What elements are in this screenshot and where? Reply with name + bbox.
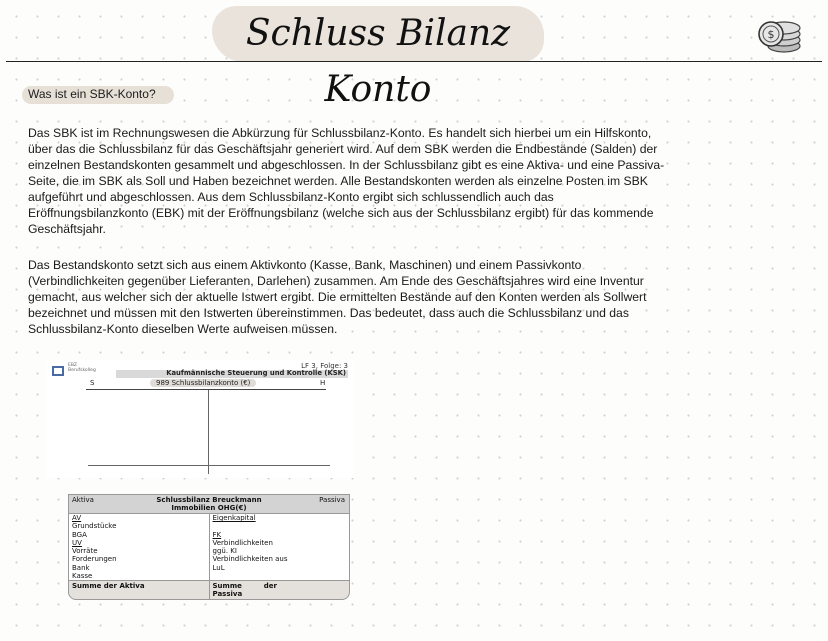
list-item: BGA [72,530,87,539]
aktiva-label: Aktiva [72,496,94,504]
soll-label: S [90,379,95,387]
balance-title-line1: Schlussbilanz Breuckmann [156,496,262,504]
list-item [213,572,347,580]
list-item: ggü. KI [212,547,237,556]
balance-sheet-table [68,494,350,600]
sum-aktiva: Summe der Aktiva [72,582,145,591]
coin-stack-icon [754,10,804,56]
logo-line1: EBZ [68,363,78,368]
course-label: Kaufmännische Steuerung und Kontrolle (KSK) [166,369,346,377]
list-item: Verbindlichkeiten [212,538,273,547]
list-item: Bank [72,563,90,572]
list-item: AV [72,514,82,522]
list-item: Grundstücke [72,522,117,531]
balance-sheet-footer [68,580,350,600]
page-title: Schluss Bilanz Konto [245,13,511,110]
t-account-figure [46,360,354,478]
logo-line2: Berufskolleg [68,368,96,373]
account-title: 989 Schlussbilanzkonto (€) [150,379,256,387]
question-heading [22,84,156,104]
list-item: Verbindlichkeiten aus [212,555,288,564]
balance-title-line2: Immobilien OHG(€) [171,504,247,512]
balance-sheet-header [68,494,350,514]
balance-sheet-body [68,514,350,580]
balance-sheet-title [129,496,289,512]
paragraph-bestandskonto: Das Bestandskonto setzt sich aus einem Aktivkonto (Kasse, Bank, Maschinen) und einem Passivkonto (Verbindlichkeiten gegenüber Lieferanten, Darlehen) zusammen. Am Ende des Geschäftsjahres wird eine Inventur gemacht, aus welcher sich der aktuelle Istwert ergibt. Die ermittelten Bestände auf den Konten werden als Sollwert bezeichnet und müssen mit den Istwerten übereinstimmen. Das bedeutet, dass auch die Schlussbilanz und das Schlussbilanz-Konto dieselben Werte aufweisen müssen. [28,258,647,336]
haben-label: H [320,379,326,387]
paragraph-definition: Das SBK ist im Rechnungswesen die Abkürzung für Schlussbilanz-Konto. Es handelt sich hierbei um ein Hilfskonto, über das die Schlussbilanz für das Geschäftsjahr generiert wird. Auf dem SBK werden die Endbestände (Salden) der einzelnen Bestandskonten gesammelt und abgeschlossen. In der Schlussbilanz gibt es eine Aktiva- und eine Passiva-Seite, die im SBK als Soll und Haben bezeichnet werden. Alle Bestandskonten werden als einzelne Posten im SBK aufgeführt und abgeschlossen. Aus dem Schlussbilanz-Konto ergibt sich schlussendlich auch das Eröffnungsbilanzkonto (EBK) mit der Eröffnungsbilanz (welche sich aus der Schlussbilanz ergibt) für das kommende Geschäftsjahr. [28,126,665,236]
list-item: UV [72,538,82,547]
svg-text:$: $ [767,28,775,41]
list-item: Eigenkapital [212,514,256,522]
list-item: Kasse [72,572,93,581]
sum-passiva-line1: Summe der [212,582,278,591]
sum-passiva [209,581,350,599]
passiva-column [209,514,350,580]
list-item [213,522,347,530]
logo-text [68,363,96,373]
list-item: LuL [212,563,225,572]
sum-passiva-line2: Passiva [212,590,243,599]
title-rule [6,61,822,62]
t-account-bottom-line [88,465,330,466]
t-account-vertical-line [208,390,209,474]
list-item: Vorräte [72,547,98,556]
list-item: Forderungen [72,555,117,564]
list-item: FK [212,530,222,539]
ebz-logo-icon [52,366,64,376]
question-text: Was ist ein SBK-Konto? [28,87,156,101]
lf-label: LF 3, Folge: 3 [301,362,348,370]
aktiva-column [69,514,209,580]
title-banner [212,0,544,110]
passiva-label: Passiva [319,496,345,504]
